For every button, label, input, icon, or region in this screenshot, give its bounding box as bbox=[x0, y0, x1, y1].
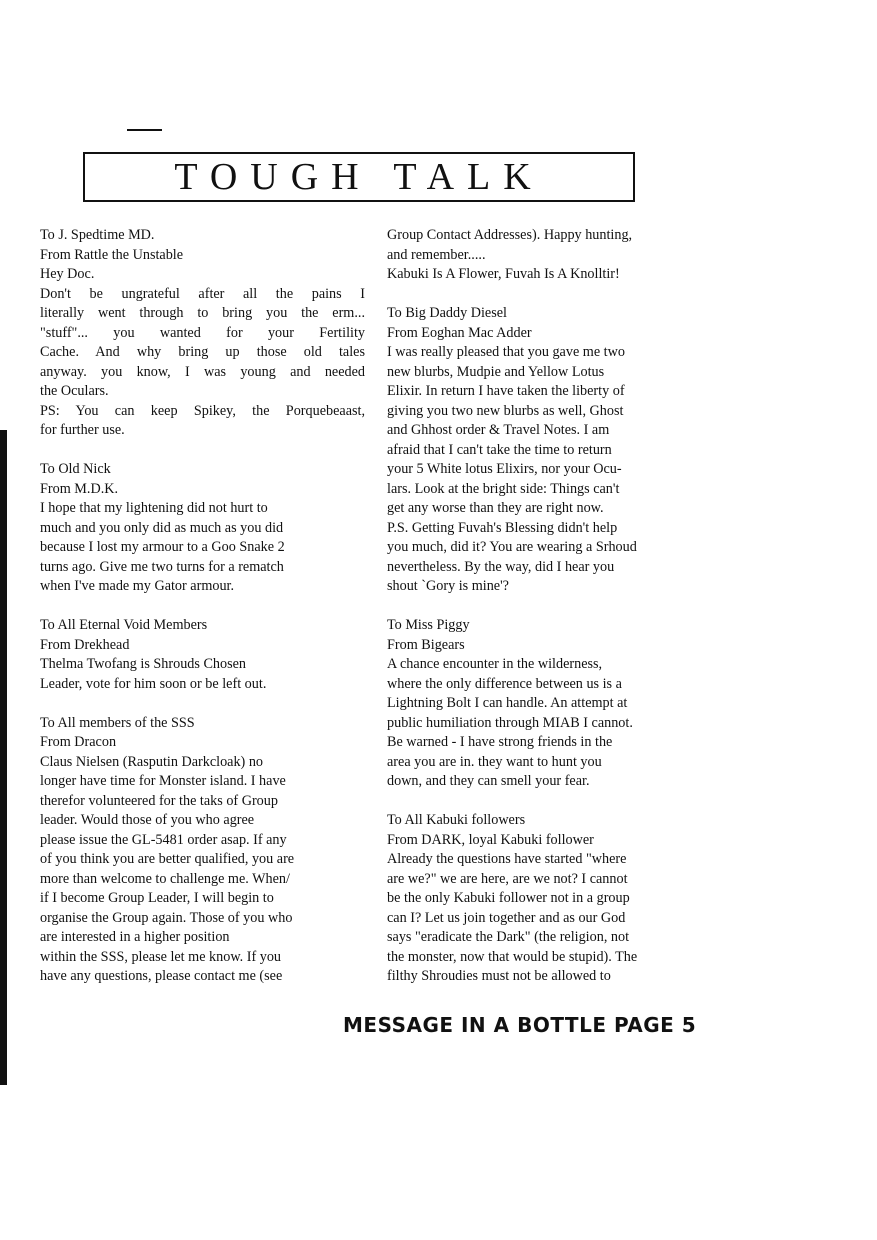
text-line: longer have time for Monster island. I have bbox=[40, 773, 286, 789]
text-line: new blurbs, Mudpie and Yellow Lotus bbox=[387, 363, 605, 380]
text-line: when I've made my Gator armour. bbox=[40, 578, 235, 594]
top-rule bbox=[127, 129, 162, 131]
page-title: TOUGH TALK bbox=[174, 156, 544, 198]
text-line: From M.D.K. bbox=[40, 480, 119, 497]
text-line: To All Kabuki followers bbox=[387, 812, 526, 828]
text-line: filthy Shroudies must not be allowed to bbox=[387, 968, 611, 984]
text-line: Already the questions have started "where bbox=[387, 851, 627, 867]
text-line: you much, did it? You are wearing a Srhoud bbox=[387, 539, 637, 555]
text-line: To Big Daddy Diesel bbox=[387, 305, 507, 321]
text-line: "stuff"... you wanted for your Fertility bbox=[40, 324, 365, 341]
text-line: To All members of the SSS bbox=[40, 714, 195, 731]
text-line: Kabuki Is A Flower, Fuvah Is A Knolltir! bbox=[387, 266, 620, 282]
text-line: for further use. bbox=[40, 422, 125, 438]
right-column bbox=[387, 226, 712, 987]
text-line: have any questions, please contact me (see bbox=[40, 968, 283, 984]
text-line: nevertheless. By the way, did I hear you bbox=[387, 558, 615, 575]
text-line: To Old Nick bbox=[40, 461, 111, 477]
text-line: PS: You can keep Spikey, the Porquebeaast, bbox=[40, 402, 365, 419]
page-footer: MESSAGE IN A BOTTLE PAGE 5 bbox=[343, 1013, 697, 1037]
text-line: shout `Gory is mine'? bbox=[387, 578, 509, 594]
text-line: P.S. Getting Fuvah's Blessing didn't help bbox=[387, 519, 618, 536]
text-line: much and you only did as much as you did bbox=[40, 519, 284, 536]
text-line: Cache. And why bring up those old tales bbox=[40, 344, 365, 360]
blank-line bbox=[40, 441, 365, 461]
text-line: I was really pleased that you gave me two bbox=[387, 344, 625, 360]
text-line: because I lost my armour to a Goo Snake 2 bbox=[40, 539, 285, 555]
text-line: A chance encounter in the wilderness, bbox=[387, 656, 603, 672]
text-line: Leader, vote for him soon or be left out. bbox=[40, 675, 267, 692]
text-line: down, and they can smell your fear. bbox=[387, 773, 590, 789]
text-line: giving you two new blurbs as well, Ghost bbox=[387, 402, 624, 419]
text-line: be the only Kabuki follower not in a group bbox=[387, 890, 630, 906]
text-line: turns ago. Give me two turns for a rematch bbox=[40, 558, 284, 575]
text-line: From DARK, loyal Kabuki follower bbox=[387, 831, 594, 848]
text-line: afraid that I can't take the time to return bbox=[387, 441, 612, 458]
text-line: if I become Group Leader, I will begin to bbox=[40, 890, 274, 906]
text-line: To Miss Piggy bbox=[387, 617, 470, 633]
text-line: To All Eternal Void Members bbox=[40, 617, 208, 633]
text-line: Group Contact Addresses). Happy hunting, bbox=[387, 227, 633, 243]
text-line: get any worse than they are right now. bbox=[387, 500, 604, 516]
text-line: within the SSS, please let me know. If you bbox=[40, 948, 282, 965]
text-line: of you think you are better qualified, you are bbox=[40, 851, 295, 867]
text-line: leader. Would those of you who agree bbox=[40, 812, 255, 828]
text-line: are we?" we are here, are we not? I cannot bbox=[387, 870, 628, 887]
text-line: Don't be ungrateful after all the pains I bbox=[40, 285, 365, 302]
text-line: your 5 White lotus Elixirs, nor your Ocu- bbox=[387, 461, 622, 477]
text-line: and remember..... bbox=[387, 246, 486, 263]
text-line: Lightning Bolt I can handle. An attempt at bbox=[387, 695, 628, 711]
left-column bbox=[40, 226, 365, 987]
title-box bbox=[83, 152, 635, 202]
text-line: Thelma Twofang is Shrouds Chosen bbox=[40, 656, 247, 672]
text-line: public humiliation through MIAB I cannot. bbox=[387, 714, 633, 731]
text-line: literally went through to bring you the erm... bbox=[40, 305, 365, 321]
blank-line bbox=[387, 597, 712, 617]
text-line: From Bigears bbox=[387, 636, 465, 653]
text-line: can I? Let us join together and as our God bbox=[387, 909, 626, 926]
blank-line bbox=[40, 694, 365, 714]
text-line: From Eoghan Mac Adder bbox=[387, 324, 532, 341]
text-line: Claus Nielsen (Rasputin Darkcloak) no bbox=[40, 753, 264, 770]
text-line: the monster, now that would be stupid). The bbox=[387, 948, 638, 965]
text-line: area you are in. they want to hunt you bbox=[387, 753, 602, 770]
scan-edge-bar bbox=[0, 430, 7, 1085]
text-line: From Drekhead bbox=[40, 636, 130, 653]
text-line: more than welcome to challenge me. When/ bbox=[40, 870, 290, 887]
blank-line bbox=[387, 792, 712, 812]
text-line: therefor volunteered for the taks of Group bbox=[40, 792, 278, 809]
text-line: are interested in a higher position bbox=[40, 929, 230, 945]
text-line: the Oculars. bbox=[40, 383, 109, 399]
text-line: where the only difference between us is a bbox=[387, 675, 622, 692]
text-line: Hey Doc. bbox=[40, 266, 95, 282]
text-line: From Rattle the Unstable bbox=[40, 246, 184, 263]
text-line: Be warned - I have strong friends in the bbox=[387, 734, 613, 750]
text-line: says "eradicate the Dark" (the religion, not bbox=[387, 929, 630, 945]
blank-line bbox=[40, 597, 365, 617]
text-line: From Dracon bbox=[40, 734, 117, 750]
text-line: I hope that my lightening did not hurt to bbox=[40, 500, 268, 516]
text-line: please issue the GL-5481 order asap. If any bbox=[40, 831, 287, 848]
text-line: Elixir. In return I have taken the liberty of bbox=[387, 383, 625, 399]
text-line: organise the Group again. Those of you who bbox=[40, 909, 293, 926]
text-line: and Ghhost order & Travel Notes. I am bbox=[387, 422, 610, 438]
text-line: anyway. you know, I was young and needed bbox=[40, 363, 365, 380]
text-line: To J. Spedtime MD. bbox=[40, 227, 155, 243]
blank-line bbox=[387, 285, 712, 305]
text-line: lars. Look at the bright side: Things can't bbox=[387, 480, 620, 497]
